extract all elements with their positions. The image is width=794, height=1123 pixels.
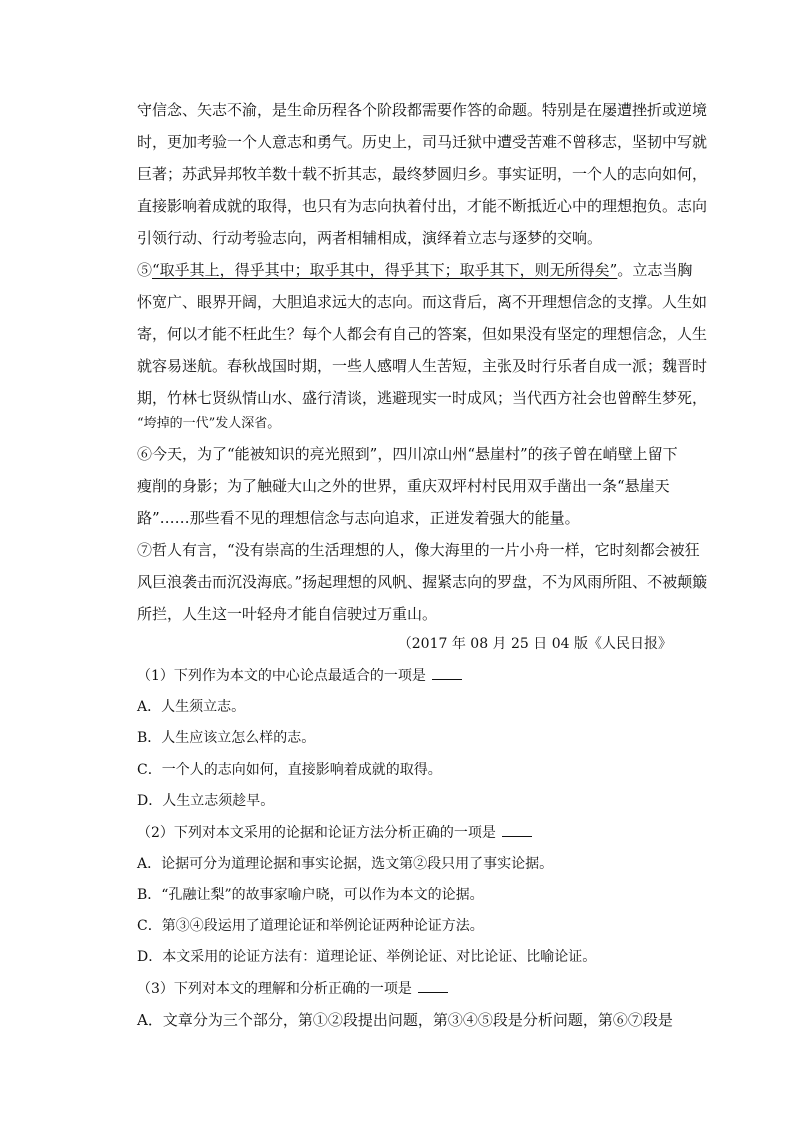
paragraph-line: 路”……那些看不见的理想信念与志向追求，正迸发着强大的能量。 xyxy=(137,509,580,527)
answer-option: C．一个人的志向如何，直接影响着成就的取得。 xyxy=(137,762,442,778)
paragraph-line: 就容易迷航。春秋战国时期，一些人感喟人生苦短，主张及时行乐者自成一派；魏晋时 xyxy=(137,357,708,375)
paragraph-line: ⑦哲人有言，“没有崇高的生活理想的人，像大海里的一片小舟一样，它时刻都会被狂 xyxy=(137,541,700,559)
answer-option: D．本文采用的论证方法有：道理论证、举例论证、对比论证、比喻论证。 xyxy=(137,949,597,965)
answer-blank xyxy=(432,665,462,680)
question-stem xyxy=(137,665,697,686)
paragraph-line: 巨著；苏武异邦牧羊数十载不折其志，最终梦圆归乡。事实证明，一个人的志向如何， xyxy=(137,165,708,183)
answer-option: A．论据可分为道理论据和事实论据，选文第②段只用了事实论据。 xyxy=(137,856,554,872)
answer-blank xyxy=(502,822,532,837)
paragraph-line: 期，竹林七贤纵情山水、盛行清谈，逃避现实一时成风；当代西方社会也曾醉生梦死， xyxy=(137,389,708,407)
question-stem xyxy=(137,822,697,843)
answer-option: D．人生立志须趁早。 xyxy=(137,793,275,809)
question-text: （3）下列对本文的理解和分析正确的一项是 xyxy=(137,981,412,997)
paragraph-line: 寄，何以才能不枉此生？每个人都会有自己的答案，但如果没有坚定的理想信念，人生 xyxy=(137,325,708,343)
paragraph-line: ⑥今天，为了“能被知识的亮光照到”，四川凉山州“悬崖村”的孩子曾在峭壁上留下 xyxy=(137,445,678,463)
paragraph-line: 时，更加考验一个人意志和勇气。历史上，司马迁狱中遭受苦难不曾移志，坚韧中写就 xyxy=(137,133,708,151)
answer-option: B．人生应该立怎么样的志。 xyxy=(137,730,316,746)
paragraph-line: 瘦削的身影；为了触碰大山之外的世界，重庆双坪村村民用双手凿出一条“悬崖天 xyxy=(137,477,670,495)
paragraph-line: 直接影响着成就的取得，也只有为志向执着付出，才能不断抵近心中的理想抱负。志向 xyxy=(137,197,708,215)
paragraph-text: 。立志当胸 xyxy=(617,261,693,279)
paragraph-line: 怀宽广、眼界开阔，大胆追求远大的志向。而这背后，离不开理想信念的支撑。人生如 xyxy=(137,293,708,311)
paragraph-5-first-line xyxy=(137,260,693,280)
question-stem xyxy=(137,978,697,999)
paragraph-line: 所拦，人生这一叶轻舟才能自信驶过万重山。 xyxy=(137,605,438,623)
paragraph-line: 风巨浪袭击而沉没海底。”扬起理想的风帆、握紧志向的罗盘，不为风雨所阻、不被颠簸 xyxy=(137,573,708,591)
answer-option: C．第③④段运用了道理论证和举例论证两种论证方法。 xyxy=(137,918,484,934)
paragraph-number: ⑤ xyxy=(137,261,153,279)
quoted-proverb: “取乎其上，得乎其中；取乎其中，得乎其下；取乎其下，则无所得矣” xyxy=(152,261,618,279)
question-text: （1）下列作为本文的中心论点最适合的一项是 xyxy=(137,668,426,684)
answer-option: B．“孔融让梨”的故事家喻户晓，可以作为本文的论据。 xyxy=(137,887,484,903)
paragraph-line: “垮掉的一代”发人深省。 xyxy=(137,416,281,431)
paragraph-line: 守信念、矢志不渝，是生命历程各个阶段都需要作答的命题。特别是在屡遭挫折或逆境 xyxy=(137,101,708,119)
answer-option: A．人生须立志。 xyxy=(137,699,246,715)
paragraph-line: 引领行动、行动考验志向，两者相辅相成，演绎着立志与逐梦的交响。 xyxy=(137,229,603,247)
answer-option: A．文章分为三个部分，第①②段提出问题，第③④⑤段是分析问题，第⑥⑦段是 xyxy=(137,1011,673,1029)
answer-blank xyxy=(418,978,448,993)
article-source: （2017 年 08 月 25 日 04 版《人民日报》 xyxy=(397,636,672,652)
question-text: （2）下列对本文采用的论据和论证方法分析正确的一项是 xyxy=(137,825,496,841)
